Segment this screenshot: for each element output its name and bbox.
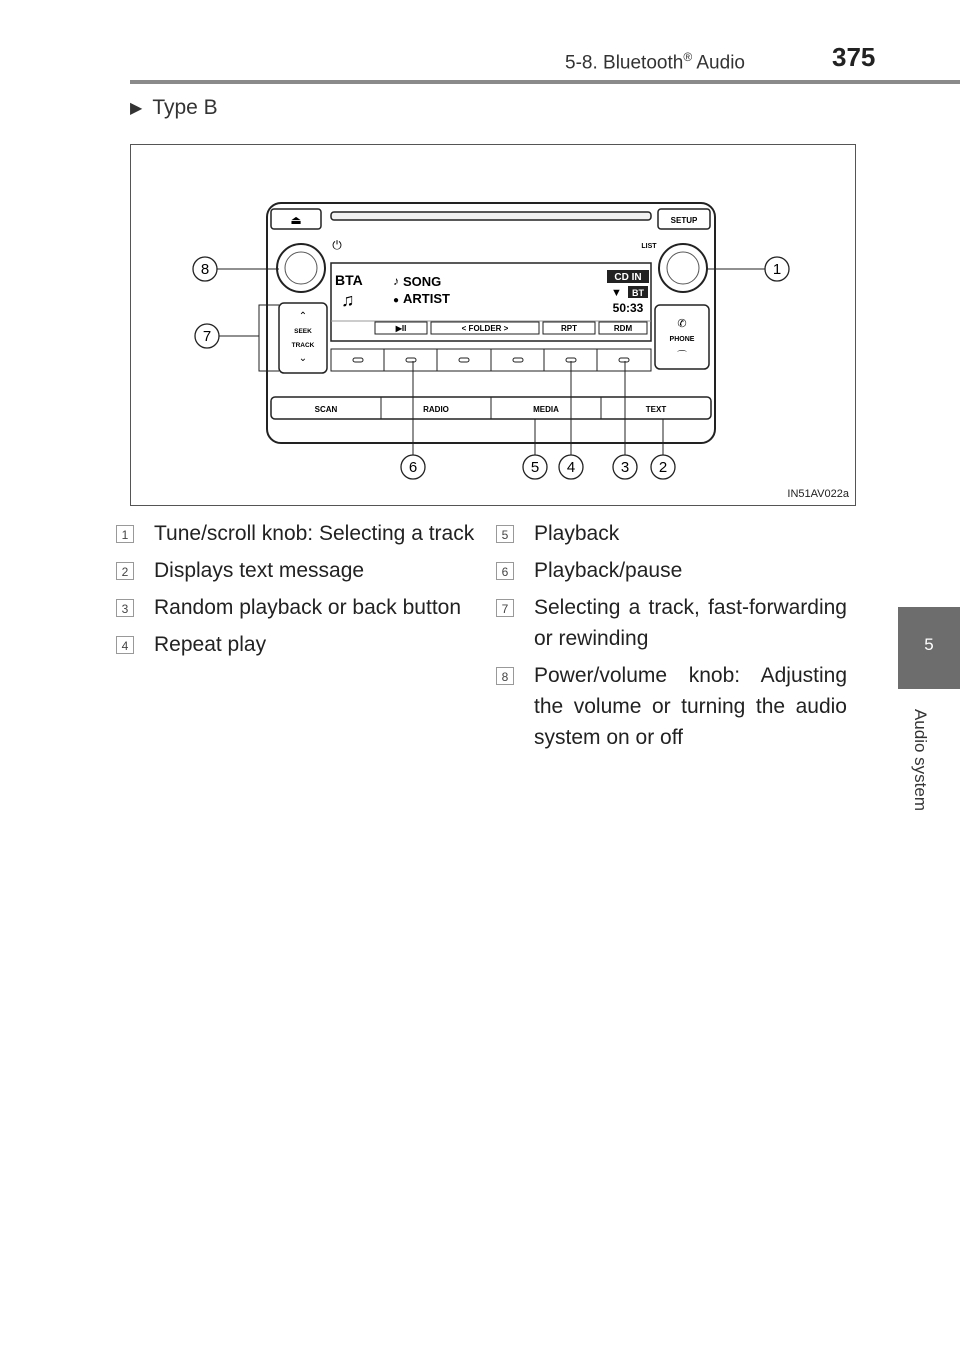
section-title: 5-8. Bluetooth® Audio xyxy=(565,50,745,74)
legend-column-right xyxy=(501,518,847,759)
scan-label: SCAN xyxy=(314,405,338,414)
legend-number: 8 xyxy=(496,667,514,685)
chapter-label: Audio system xyxy=(911,708,930,812)
legend-text: Displays text message xyxy=(154,559,365,582)
callout-2-label: 2 xyxy=(658,459,668,476)
seek-label: SEEK xyxy=(294,328,312,335)
chapter-label-wrap xyxy=(905,700,935,830)
legend-item xyxy=(121,592,479,623)
callout-6-label: 6 xyxy=(408,459,418,476)
legend-number: 1 xyxy=(116,525,134,543)
subheading xyxy=(130,96,218,120)
legend-item xyxy=(501,592,847,654)
legend-item xyxy=(121,518,479,549)
figure-code: IN51AV022a xyxy=(787,488,849,500)
media-label: MEDIA xyxy=(533,405,559,414)
audio-unit-figure xyxy=(130,144,856,506)
legend-column-left xyxy=(121,518,479,666)
chapter-tab xyxy=(898,607,960,689)
legend-item xyxy=(501,518,847,549)
chapter-number: 5 xyxy=(924,635,934,654)
tune-knob-inner xyxy=(667,252,699,284)
legend-text: Tune/scroll knob: Selecting a track xyxy=(154,522,475,545)
triangle-right-icon: ▶ xyxy=(130,100,143,117)
legend-number: 5 xyxy=(496,525,514,543)
phone-hangup-icon: ⌒ xyxy=(677,351,687,362)
callout-1-label: 1 xyxy=(772,261,782,278)
legend-text: Random playback or back button xyxy=(154,596,462,619)
note-icon: ♪ xyxy=(393,274,399,288)
chevron-up-icon: ⌃ xyxy=(298,311,308,322)
legend-item xyxy=(121,629,479,660)
bt-label: BT xyxy=(632,288,644,298)
display-song: SONG xyxy=(403,274,442,289)
eject-icon: ⏏ xyxy=(290,213,302,227)
legend-item xyxy=(501,555,847,586)
softkey-label: < FOLDER > xyxy=(461,324,509,333)
signal-icon: ▼ xyxy=(611,287,622,299)
phone-label: PHONE xyxy=(669,336,695,343)
legend-number: 3 xyxy=(116,599,134,617)
legend-text: Selecting a track, fast-forwarding or rewinding xyxy=(534,596,847,650)
phone-pickup-icon: ✆ xyxy=(677,318,687,330)
disc-slot xyxy=(331,212,651,220)
legend-text: Playback xyxy=(534,522,620,545)
legend-number: 7 xyxy=(496,599,514,617)
softkey-row xyxy=(375,322,647,334)
legend-text: Repeat play xyxy=(154,633,267,656)
cd-in-label: CD IN xyxy=(614,272,642,283)
softkey-label: ▶II xyxy=(395,324,407,333)
volume-knob-inner xyxy=(285,252,317,284)
callout-7-label: 7 xyxy=(202,328,212,345)
radio-label: RADIO xyxy=(423,405,449,414)
legend-number: 2 xyxy=(116,562,134,580)
legend-text: Playback/pause xyxy=(534,559,683,582)
callout-3-label: 3 xyxy=(620,459,630,476)
softkey-label: RPT xyxy=(561,324,577,333)
header-rule xyxy=(130,80,960,84)
text-label: TEXT xyxy=(645,405,667,414)
person-icon: ● xyxy=(393,295,400,306)
page-number: 375 xyxy=(832,42,876,72)
legend-number: 4 xyxy=(116,636,134,654)
power-icon: ⏻ xyxy=(332,238,342,252)
softkey-label: RDM xyxy=(613,324,633,333)
legend-text: Power/volume knob: Adjusting the volume or turning the audio system on or off xyxy=(534,664,847,749)
subheading-text: Type B xyxy=(152,96,218,119)
callout-4-label: 4 xyxy=(566,459,576,476)
callout-5-label: 5 xyxy=(530,459,540,476)
display-time: 50:33 xyxy=(612,301,644,315)
legend-number: 6 xyxy=(496,562,514,580)
legend-item xyxy=(121,555,479,586)
setup-label: SETUP xyxy=(670,216,698,225)
display-artist: ARTIST xyxy=(403,291,450,306)
legend-item xyxy=(501,660,847,753)
track-label: TRACK xyxy=(291,342,315,349)
display-source: BTA xyxy=(335,272,363,288)
list-label: LIST xyxy=(641,243,657,250)
callout-8-label: 8 xyxy=(200,261,210,278)
chevron-down-icon: ⌄ xyxy=(298,353,308,364)
audio-unit-illustration xyxy=(131,145,855,505)
music-icon: ♫ xyxy=(341,290,355,310)
